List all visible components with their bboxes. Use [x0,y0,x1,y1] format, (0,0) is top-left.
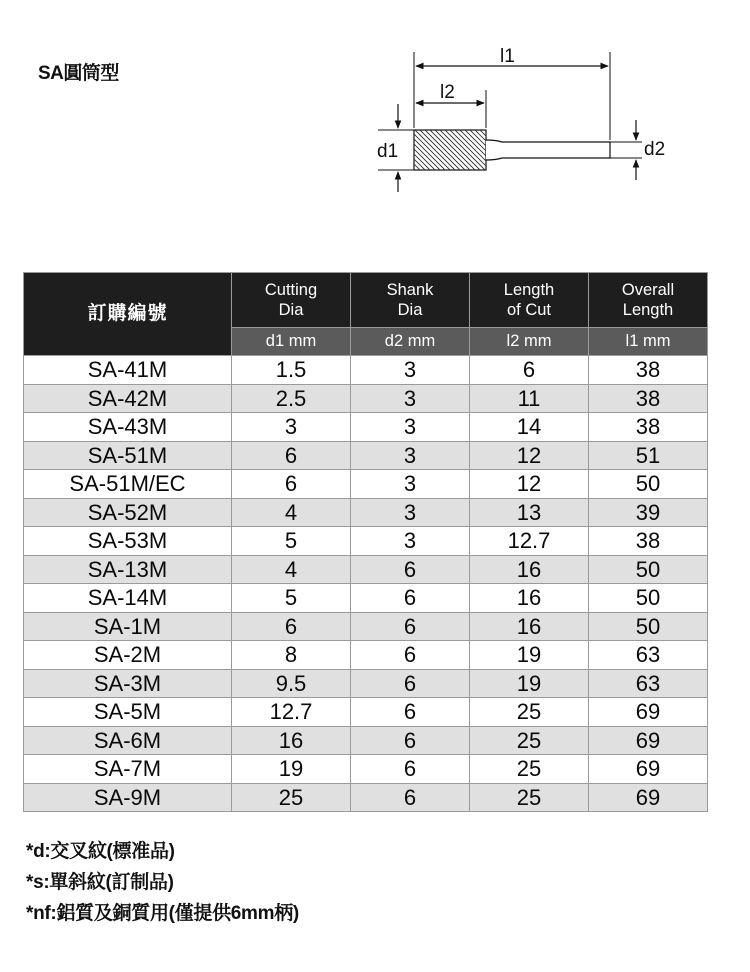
table-row [24,555,708,584]
overall-length-cell: 38 [589,356,708,385]
table-row [24,498,708,527]
shank-dia-cell: 3 [351,470,470,499]
page-title: SA圓筒型 [38,63,119,84]
table-row [24,669,708,698]
table-row [24,384,708,413]
note-non-ferrous: *nf:鋁質及銅質用(僅提供6mm柄) [26,903,299,924]
order-number-cell: SA-41M [24,356,232,385]
order-number-cell: SA-14M [24,584,232,613]
length-of-cut-cell: 11 [470,384,589,413]
table-row [24,413,708,442]
shank-dia-cell: 3 [351,356,470,385]
cutting-dia-cell: 19 [232,755,351,784]
order-number-cell: SA-42M [24,384,232,413]
table-row [24,783,708,812]
overall-length-cell: 69 [589,783,708,812]
order-number-cell: SA-52M [24,498,232,527]
order-number-cell: SA-7M [24,755,232,784]
cutting-dia-cell: 4 [232,555,351,584]
unit-header-d1: d1 mm [232,328,351,356]
order-number-cell: SA-51M/EC [24,470,232,499]
shank-dia-cell: 3 [351,413,470,442]
overall-length-cell: 39 [589,498,708,527]
cutting-dia-cell: 4 [232,498,351,527]
spec-table [23,272,708,812]
order-number-cell: SA-13M [24,555,232,584]
shank-dia-cell: 6 [351,641,470,670]
overall-length-cell: 69 [589,698,708,727]
length-of-cut-cell: 25 [470,698,589,727]
length-of-cut-cell: 14 [470,413,589,442]
cutting-dia-cell: 6 [232,470,351,499]
overall-length-cell: 50 [589,470,708,499]
order-number-cell: SA-9M [24,783,232,812]
length-of-cut-cell: 25 [470,726,589,755]
unit-header-l1: l1 mm [589,328,708,356]
order-number-cell: SA-53M [24,527,232,556]
order-number-cell: SA-3M [24,669,232,698]
spec-table-body [24,356,708,812]
cutting-dia-cell: 3 [232,413,351,442]
cutting-dia-cell: 8 [232,641,351,670]
cutting-dia-cell: 6 [232,612,351,641]
overall-length-cell: 50 [589,584,708,613]
overall-length-cell: 69 [589,726,708,755]
length-of-cut-cell: 6 [470,356,589,385]
length-of-cut-cell: 25 [470,755,589,784]
shank [486,140,610,160]
note-single-cut: *s:單斜紋(訂制品) [26,872,174,893]
cutting-dia-cell: 6 [232,441,351,470]
shank-dia-cell: 6 [351,783,470,812]
shank-dia-cell: 6 [351,555,470,584]
overall-length-cell: 63 [589,641,708,670]
shank-dia-cell: 3 [351,498,470,527]
overall-length-cell: 69 [589,755,708,784]
d2-label: d2 [644,139,666,160]
table-row [24,726,708,755]
overall-length-cell: 51 [589,441,708,470]
table-row [24,698,708,727]
shank-dia-cell: 6 [351,698,470,727]
unit-header-d2: d2 mm [351,328,470,356]
cutting-dia-cell: 5 [232,584,351,613]
table-row [24,356,708,385]
overall-length-cell: 38 [589,527,708,556]
overall-length-cell: 38 [589,384,708,413]
notes [26,836,299,929]
table-row [24,641,708,670]
cutting-dia-cell: 5 [232,527,351,556]
table-row [24,470,708,499]
length-of-cut-cell: 16 [470,555,589,584]
column-header-shank-dia: Shank Dia [351,273,470,328]
table-row [24,584,708,613]
cutting-dia-cell: 9.5 [232,669,351,698]
length-of-cut-cell: 25 [470,783,589,812]
overall-length-cell: 63 [589,669,708,698]
length-of-cut-cell: 19 [470,641,589,670]
order-number-cell: SA-6M [24,726,232,755]
order-number-cell: SA-51M [24,441,232,470]
burr-dimension-diagram [360,40,690,200]
shank-dia-cell: 3 [351,384,470,413]
length-of-cut-cell: 12.7 [470,527,589,556]
column-header-overall-length: Overall Length [589,273,708,328]
shank-dia-cell: 3 [351,441,470,470]
column-header-length-of-cut: Length of Cut [470,273,589,328]
order-number-header: 訂購編號 [24,273,232,356]
overall-length-cell: 38 [589,413,708,442]
shank-dia-cell: 6 [351,726,470,755]
cutting-dia-cell: 1.5 [232,356,351,385]
length-of-cut-cell: 12 [470,441,589,470]
cutting-dia-cell: 16 [232,726,351,755]
table-row [24,527,708,556]
table-row [24,755,708,784]
overall-length-cell: 50 [589,612,708,641]
cutting-dia-cell: 25 [232,783,351,812]
order-number-cell: SA-1M [24,612,232,641]
l1-label: l1 [500,46,515,67]
order-number-cell: SA-5M [24,698,232,727]
order-number-cell: SA-2M [24,641,232,670]
shank-dia-cell: 3 [351,527,470,556]
unit-header-l2: l2 mm [470,328,589,356]
shank-dia-cell: 6 [351,612,470,641]
shank-dia-cell: 6 [351,755,470,784]
shank-dia-cell: 6 [351,584,470,613]
cutting-dia-cell: 2.5 [232,384,351,413]
length-of-cut-cell: 13 [470,498,589,527]
length-of-cut-cell: 12 [470,470,589,499]
length-of-cut-cell: 16 [470,584,589,613]
note-double-cut: *d:交叉紋(標准品) [26,841,175,862]
d1-label: d1 [377,141,399,162]
overall-length-cell: 50 [589,555,708,584]
shank-dia-cell: 6 [351,669,470,698]
cutting-dia-cell: 12.7 [232,698,351,727]
length-of-cut-cell: 16 [470,612,589,641]
order-number-cell: SA-43M [24,413,232,442]
table-row [24,612,708,641]
column-header-cutting-dia: Cutting Dia [232,273,351,328]
table-row [24,441,708,470]
l2-label: l2 [440,82,455,103]
length-of-cut-cell: 19 [470,669,589,698]
